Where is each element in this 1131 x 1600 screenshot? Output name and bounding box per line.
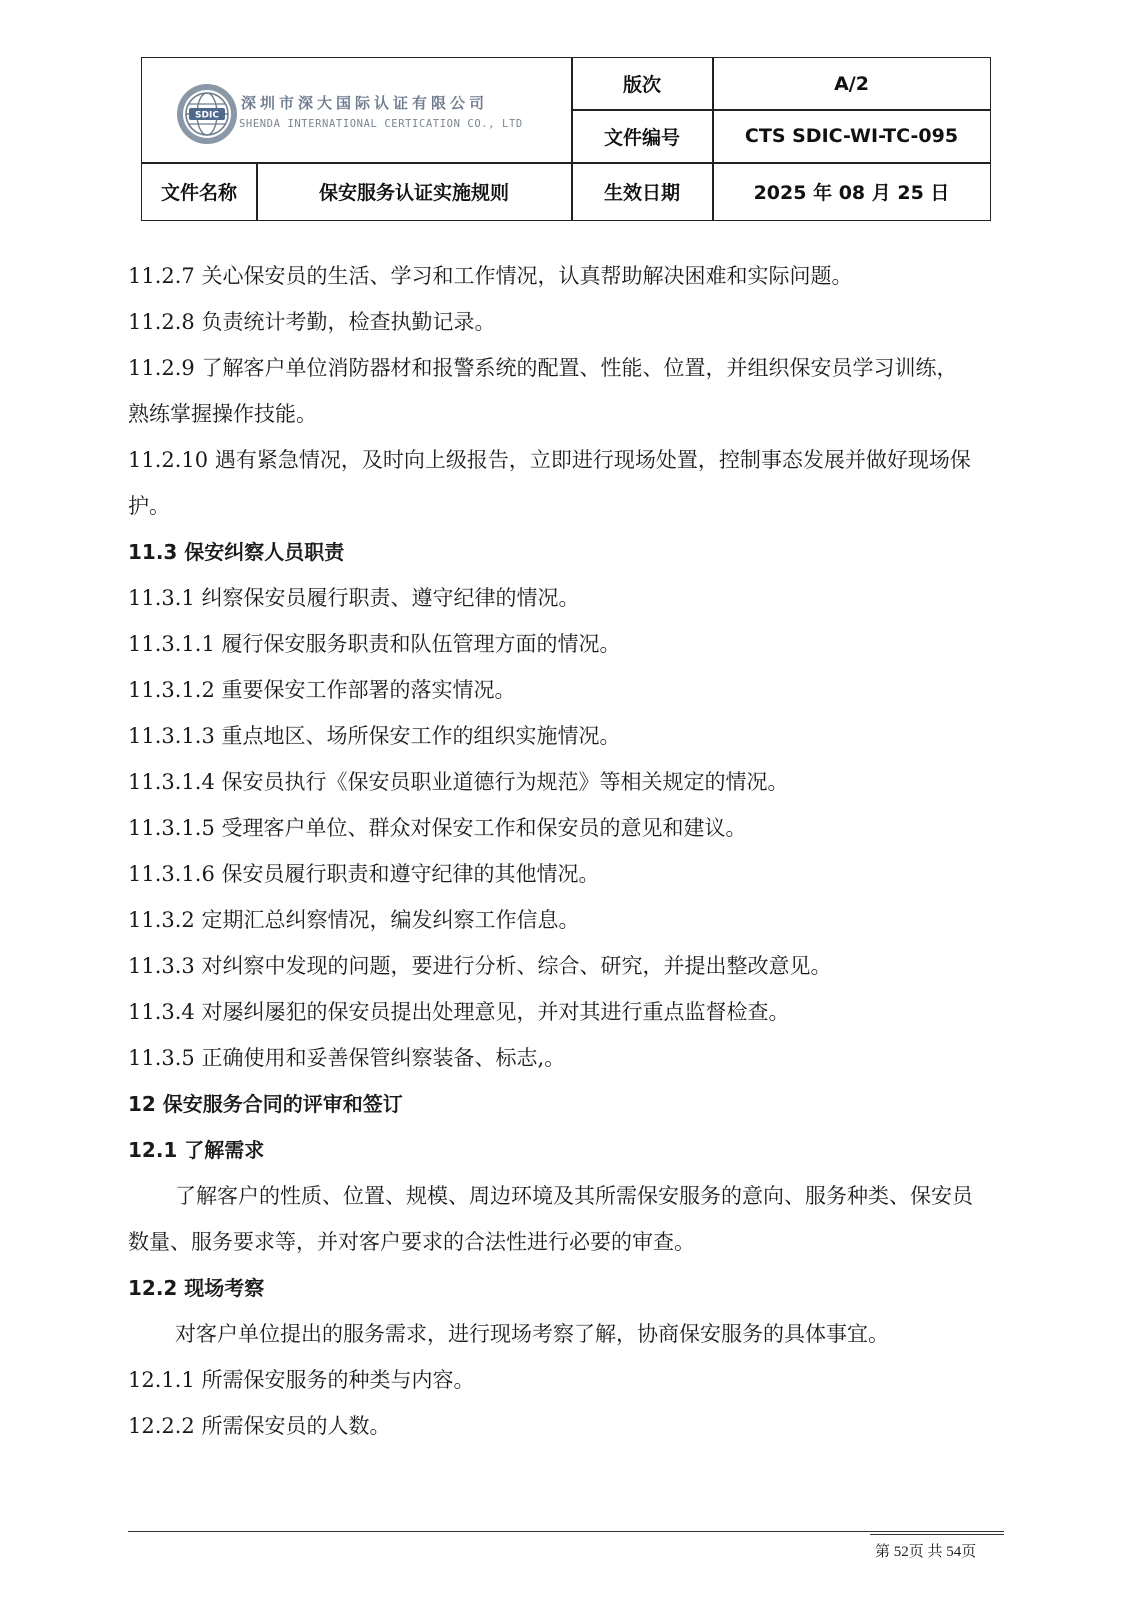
section-heading: 11.3 保安纠察人员职责: [128, 540, 345, 564]
paragraph-line: 11.3.1.4 保安员执行《保安员职业道德行为规范》等相关规定的情况。: [128, 770, 789, 794]
paragraph-line: 11.3.1 纠察保安员履行职责、遵守纪律的情况。: [128, 586, 580, 610]
paragraph-line: 11.2.8 负责统计考勤，检查执勤记录。: [128, 310, 496, 334]
company-name-en: SHENDA INTERNATIONAL CERTICATION CO., LTD: [239, 118, 523, 130]
paragraph-line: 11.3.1.5 受理客户单位、群众对保安工作和保安员的意见和建议。: [128, 816, 747, 840]
paragraph-line: 11.3.1.2 重要保安工作部署的落实情况。: [128, 678, 516, 702]
section-heading: 12 保安服务合同的评审和签订: [128, 1092, 403, 1116]
paragraph-line: 了解客户的性质、位置、规模、周边环境及其所需保安服务的意向、服务种类、保安员: [175, 1184, 973, 1208]
section-heading: 12.2 现场考察: [128, 1276, 265, 1300]
footer-divider: [128, 1531, 1004, 1532]
company-name-cn: 深圳市深大国际认证有限公司: [241, 94, 489, 112]
paragraph-line: 数量、服务要求等，并对客户要求的合法性进行必要的审查。: [128, 1230, 695, 1254]
paragraph-line: 护。: [128, 494, 170, 518]
paragraph-line: 12.2.2 所需保安员的人数。: [128, 1414, 391, 1438]
company-logo: [142, 58, 582, 165]
paragraph-line: 11.3.5 正确使用和妥善保管纠察装备、标志,。: [128, 1046, 566, 1070]
paragraph-line: 11.2.7 关心保安员的生活、学习和工作情况，认真帮助解决困难和实际问题。: [128, 264, 853, 288]
doc-number-value: CTS SDIC-WI-TC-095: [744, 125, 959, 147]
globe-logo-icon: [176, 83, 238, 145]
paragraph-line: 11.3.3 对纠察中发现的问题，要进行分析、综合、研究，并提出整改意见。: [128, 954, 832, 978]
paragraph-line: 11.3.2 定期汇总纠察情况，编发纠察工作信息。: [128, 908, 580, 932]
paragraph-line: 11.3.1.1 履行保安服务职责和队伍管理方面的情况。: [128, 632, 621, 656]
footer-divider: [870, 1534, 1004, 1535]
version-value: A/2: [834, 72, 869, 95]
page-number: 第 52页 共 54页: [875, 1544, 977, 1560]
paragraph-line: 11.3.1.3 重点地区、场所保安工作的组织实施情况。: [128, 724, 621, 748]
paragraph-line: 11.3.4 对屡纠屡犯的保安员提出处理意见，并对其进行重点监督检查。: [128, 1000, 790, 1024]
version-label: 版次: [622, 74, 661, 96]
paragraph-line: 11.2.9 了解客户单位消防器材和报警系统的配置、性能、位置，并组织保安员学习训练，: [128, 356, 958, 380]
paragraph-line: 熟练掌握操作技能。: [128, 402, 317, 426]
paragraph-line: 对客户单位提出的服务需求，进行现场考察了解，协商保安服务的具体事宜。: [175, 1322, 889, 1346]
paragraph-line: 12.1.1 所需保安服务的种类与内容。: [128, 1368, 475, 1392]
document-header-table: [141, 57, 991, 221]
svg-text:SDIC: SDIC: [195, 110, 219, 121]
paragraph-line: 11.2.10 遇有紧急情况，及时向上级报告，立即进行现场处置，控制事态发展并做好现场保: [128, 448, 971, 472]
doc-name-value: 保安服务认证实施规则: [318, 182, 509, 204]
section-heading: 12.1 了解需求: [128, 1138, 265, 1162]
paragraph-line: 11.3.1.6 保安员履行职责和遵守纪律的其他情况。: [128, 862, 600, 886]
effective-date-label: 生效日期: [603, 182, 680, 204]
doc-number-label: 文件编号: [603, 126, 680, 149]
effective-date-value: 2025 年 08 月 25 日: [753, 182, 950, 204]
doc-name-label: 文件名称: [160, 182, 237, 204]
